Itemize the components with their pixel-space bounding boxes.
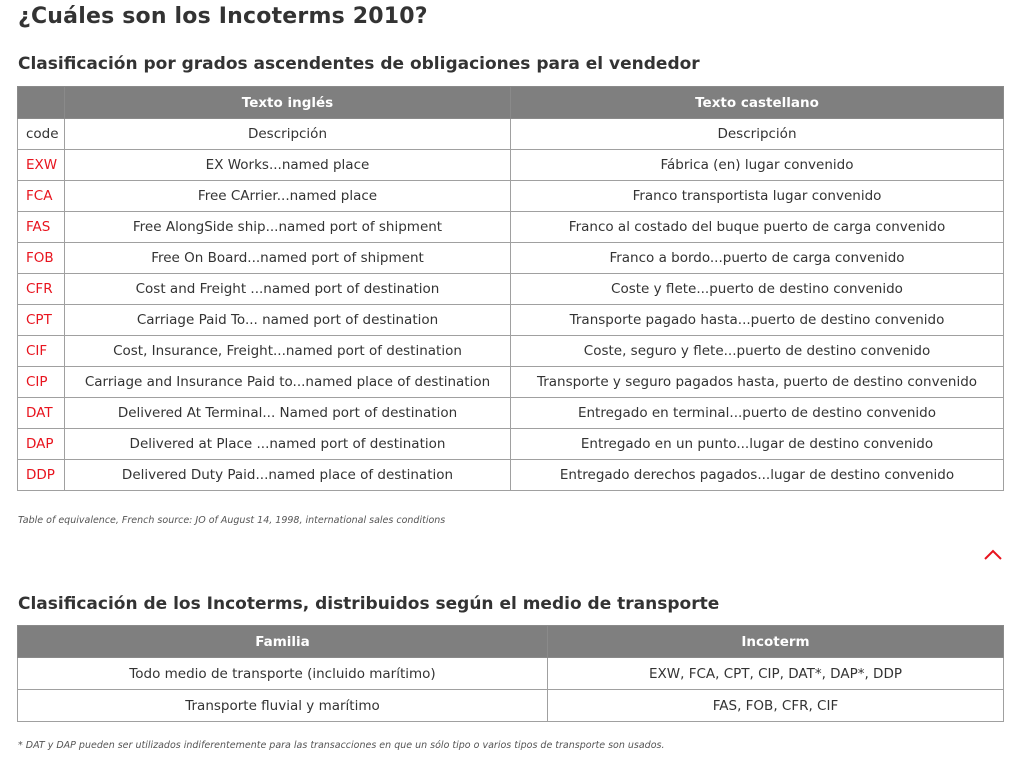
table-row (18, 274, 1004, 305)
incoterm-code: DDP (18, 460, 65, 491)
table-subheader-row (18, 119, 1004, 150)
incoterm-list: FAS, FOB, CFR, CIF (548, 690, 1004, 722)
incoterm-code: CIF (18, 336, 65, 367)
incoterm-code: CIP (18, 367, 65, 398)
incoterm-code: FCA (18, 181, 65, 212)
english-description: Delivered at Place ...named port of destination (65, 429, 511, 460)
english-description: Free CArrier...named place (65, 181, 511, 212)
transport-family-table (17, 625, 1004, 722)
transport-footnote: * DAT y DAP pueden ser utilizados indiferentemente para las transacciones en que un sólo tipo o varios tipos de transporte son usados. (18, 740, 665, 751)
incoterm-code: FAS (18, 212, 65, 243)
subheader-description-en: Descripción (65, 119, 511, 150)
spanish-description: Fábrica (en) lugar convenido (511, 150, 1004, 181)
incoterm-code: CPT (18, 305, 65, 336)
incoterms-table (17, 86, 1004, 491)
table-source-note: Table of equivalence, French source: JO of August 14, 1998, international sales conditions (18, 515, 446, 526)
table-row (18, 243, 1004, 274)
header-blank (18, 87, 65, 119)
header-english-text: Texto inglés (65, 87, 511, 119)
incoterm-list: EXW, FCA, CPT, CIP, DAT*, DAP*, DDP (548, 658, 1004, 690)
header-incoterm: Incoterm (548, 626, 1004, 658)
incoterm-code: CFR (18, 274, 65, 305)
section-title-obligations: Clasificación por grados ascendentes de obligaciones para el vendedor (18, 54, 700, 74)
transport-family: Todo medio de transporte (incluido marítimo) (18, 658, 548, 690)
english-description: Delivered Duty Paid...named place of destination (65, 460, 511, 491)
spanish-description: Franco a bordo...puerto de carga convenido (511, 243, 1004, 274)
subheader-code: code (18, 119, 65, 150)
page-title: ¿Cuáles son los Incoterms 2010? (18, 4, 428, 29)
table-row (18, 460, 1004, 491)
incoterm-code: DAP (18, 429, 65, 460)
table-row (18, 658, 1004, 690)
transport-family: Transporte fluvial y marítimo (18, 690, 548, 722)
table-row (18, 305, 1004, 336)
english-description: EX Works...named place (65, 150, 511, 181)
spanish-description: Franco transportista lugar convenido (511, 181, 1004, 212)
table-row (18, 150, 1004, 181)
incoterm-code: EXW (18, 150, 65, 181)
english-description: Cost, Insurance, Freight...named port of destination (65, 336, 511, 367)
english-description: Carriage and Insurance Paid to...named place of destination (65, 367, 511, 398)
spanish-description: Entregado en un punto...lugar de destino convenido (511, 429, 1004, 460)
incoterm-code: FOB (18, 243, 65, 274)
header-spanish-text: Texto castellano (511, 87, 1004, 119)
spanish-description: Coste, seguro y flete...puerto de destino convenido (511, 336, 1004, 367)
english-description: Carriage Paid To... named port of destination (65, 305, 511, 336)
english-description: Delivered At Terminal... Named port of destination (65, 398, 511, 429)
chevron-up-icon[interactable] (982, 546, 1004, 564)
spanish-description: Entregado en terminal...puerto de destino convenido (511, 398, 1004, 429)
section-title-transport: Clasificación de los Incoterms, distribuidos según el medio de transporte (18, 594, 720, 614)
spanish-description: Entregado derechos pagados...lugar de destino convenido (511, 460, 1004, 491)
subheader-description-es: Descripción (511, 119, 1004, 150)
header-familia: Familia (18, 626, 548, 658)
english-description: Free AlongSide ship...named port of shipment (65, 212, 511, 243)
incoterm-code: DAT (18, 398, 65, 429)
english-description: Free On Board...named port of shipment (65, 243, 511, 274)
table-header-row (18, 87, 1004, 119)
table-row (18, 690, 1004, 722)
spanish-description: Coste y flete...puerto de destino convenido (511, 274, 1004, 305)
table-row (18, 181, 1004, 212)
table-row (18, 212, 1004, 243)
table-header-row (18, 626, 1004, 658)
spanish-description: Franco al costado del buque puerto de carga convenido (511, 212, 1004, 243)
english-description: Cost and Freight ...named port of destination (65, 274, 511, 305)
spanish-description: Transporte y seguro pagados hasta, puerto de destino convenido (511, 367, 1004, 398)
table-row (18, 429, 1004, 460)
spanish-description: Transporte pagado hasta...puerto de destino convenido (511, 305, 1004, 336)
table-row (18, 398, 1004, 429)
table-row (18, 367, 1004, 398)
table-row (18, 336, 1004, 367)
